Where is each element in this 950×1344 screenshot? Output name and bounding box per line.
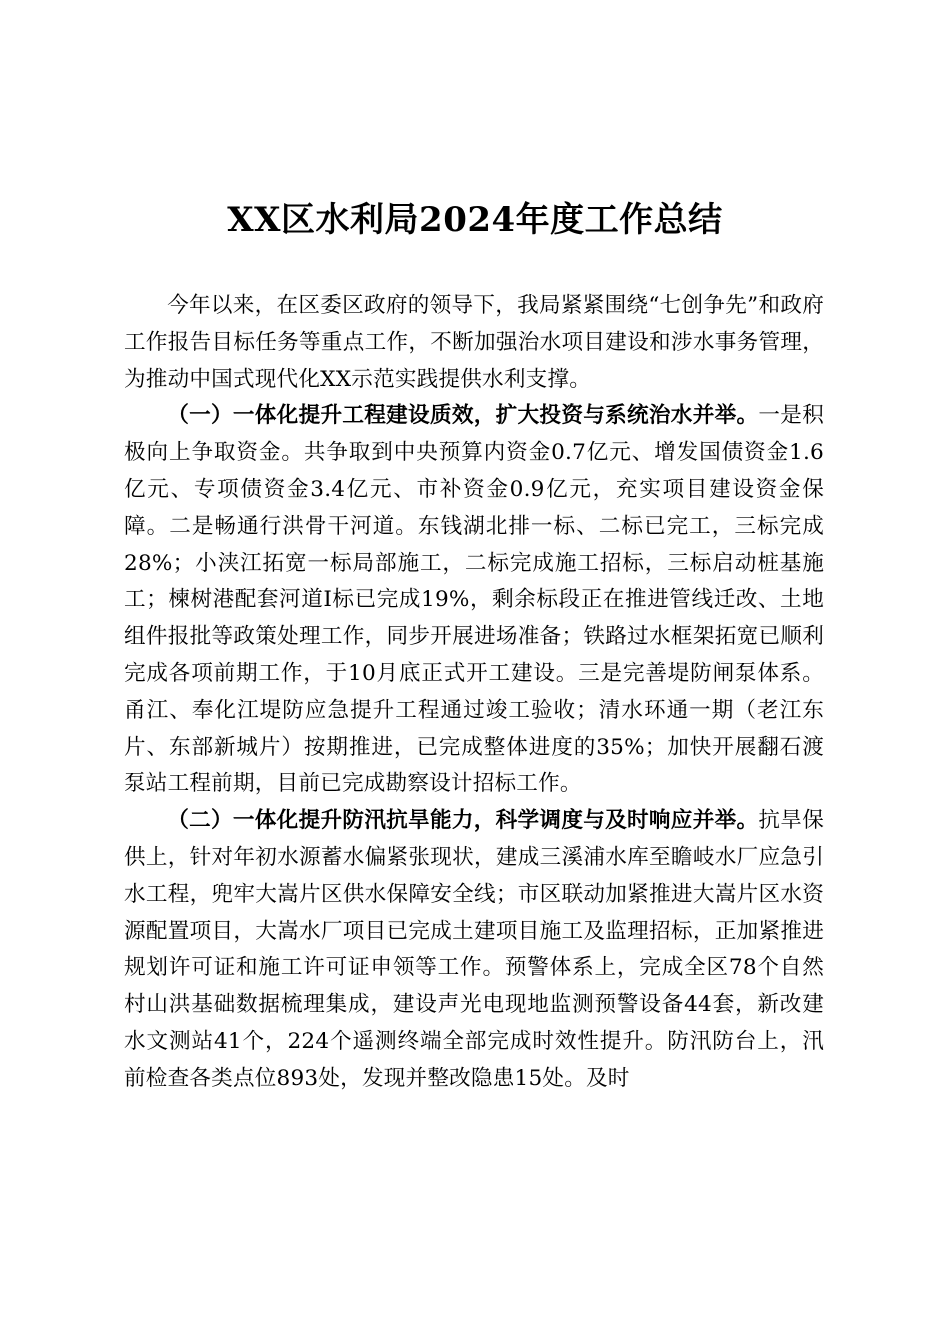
paragraph-text: 今年以来，在区委区政府的领导下，我局紧紧围绕“七创争先”和政府工作报告目标任务等重点工作，不断加强治水项目建设和涉水事务管理，为推动中国式现代化XX示范实践提供水利支撑。 (124, 293, 824, 392)
intro-paragraph (124, 288, 824, 398)
paragraph-text: 一是积极向上争取资金。共争取到中央预算内资金0.7亿元、增发国债资金1.6亿元、专项债资金3.4亿元、市补资金0.9亿元，充实项目建设资金保障。二是畅通行洪骨干河道。东钱湖北排一标、二标已完工，三标完成28%；小浃江拓宽一标局部施工，二标完成施工招标，三标启动桩基施工；楝树港配套河道Ⅰ标已完成19%，剩余标段正在推进管线迁改、土地组件报批等政策处理工作，同步开展进场准备；铁路过水框架拓宽已顺利完成各项前期工作，于10月底正式开工建设。三是完善堤防闸泵体系。甬江、奉化江堤防应急提升工程通过竣工验收；清水环通一期（老江东片、东部新城片）按期推进，已完成整体进度的35%；加快开展翻石渡泵站工程前期，目前已完成勘察设计招标工作。 (124, 403, 824, 797)
document-title: XX区水利局2024年度工作总结 (227, 200, 723, 240)
section-two-heading: （二）一体化提升防汛抗旱能力，科学调度与及时响应并举。 (167, 808, 759, 834)
paragraph-text: 抗旱保供上，针对年初水源蓄水偏紧张现状，建成三溪浦水库至瞻岐水厂应急引水工程，兜牢大嵩片区供水保障安全线；市区联动加紧推进大嵩片区水资源配置项目，大嵩水厂项目已完成土建项目施工及监理招标，正加紧推进规划许可证和施工许可证申领等工作。预警体系上，完成全区78个自然村山洪基础数据梳理集成，建设声光电现地监测预警设备44套，新改建水文测站41个，224个遥测终端全部完成时效性提升。防汛防台上，汛前检查各类点位893处，发现并整改隐患15处。及时 (124, 808, 824, 1091)
section-one-heading: （一）一体化提升工程建设质效，扩大投资与系统治水并举。 (167, 403, 759, 429)
section-one-paragraph (124, 398, 824, 803)
document-body (124, 288, 824, 1098)
section-two-paragraph (124, 803, 824, 1097)
